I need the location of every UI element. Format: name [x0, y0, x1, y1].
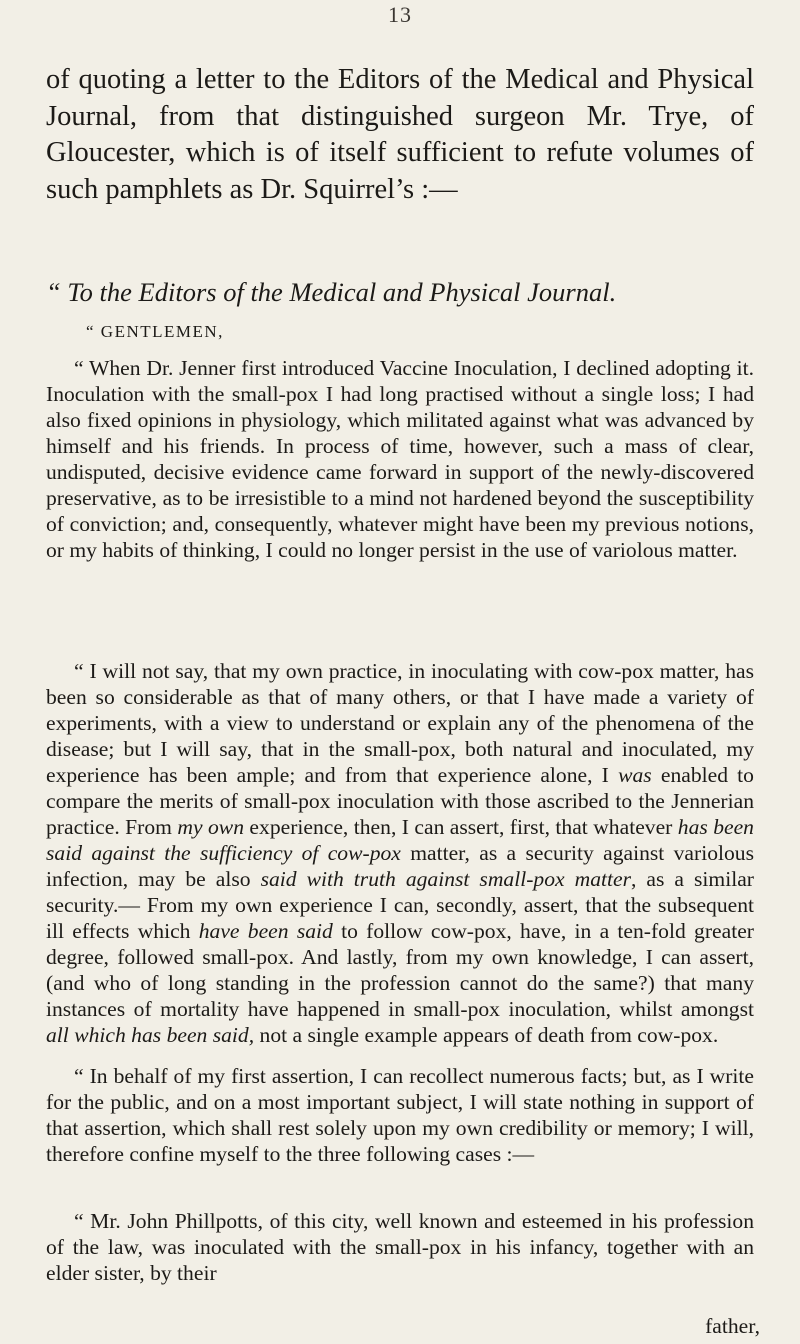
italic-run: was — [618, 763, 652, 787]
letter-paragraph-4: “ Mr. John Phillpotts, of this city, well known and esteemed in his profession of the law, was inoculated with the small-pox in his infancy, together with an elder sister, by their — [46, 1209, 754, 1285]
letter-salutation: “ GENTLEMEN, — [86, 322, 224, 341]
letter-paragraph-2 — [46, 658, 754, 1048]
letter-heading: “ To the Editors of the Medical and Physical Journal. — [46, 277, 617, 307]
page-number: 13 — [388, 2, 412, 27]
text-run: “ I will not say, that my own practice, in inoculating with cow-pox matter, has been so considerable as that of many others, or that I have made a variety of experiments, with a view to understand or explain any of the phenomena of the disease; but I will say, that in the small-pox, both natural and inoculated, my experience has been ample; and from that experience alone, I — [46, 659, 754, 787]
text-run: experience, then, I can assert, first, that whatever — [244, 815, 678, 839]
italic-run: all which has been said, — [46, 1023, 255, 1047]
text-run: to follow cow-pox, have, in a ten-fold greater degree, followed small-pox. And lastly, from my own knowledge, I can assert, (and who of long standing in the profession cannot do the same?) that many instances of mortality have happened in small-pox inoculation, whilst amongst — [46, 919, 754, 1021]
text-run: enabled to compare the merits of small-pox inoculation with those ascribed to the Jennerian practice. From — [46, 763, 754, 839]
intro-paragraph: of quoting a letter to the Editors of the Medical and Physical Journal, from that distinguished surgeon Mr. Trye, of Gloucester, which is of itself sufficient to refute volumes of such pamphlets as Dr. Squirrel’s :— — [46, 64, 754, 205]
italic-run: said with truth against small-pox matter — [260, 867, 631, 891]
italic-run: have been said — [198, 919, 333, 943]
italic-run: my own — [177, 815, 244, 839]
letter-paragraph-3: “ In behalf of my first assertion, I can recollect numerous facts; but, as I write for the public, and on a most important subject, I will state nothing in support of that assertion, which shall rest solely upon my own credibility or memory; I will, therefore confine myself to the three following cases :— — [46, 1064, 754, 1166]
catchword: father, — [705, 1314, 760, 1338]
text-run: matter, as a security against variolous infection, may be also — [46, 841, 754, 891]
italic-run: has been said against the sufficiency of cow-pox — [46, 815, 754, 865]
letter-paragraph-1: “ When Dr. Jenner first introduced Vaccine Inoculation, I declined adopting it. Inoculation with the small-pox I had long practised without a single loss; I had also fixed opinions in physiology, which militated against what was advanced by himself and his friends. In process of time, however, such a mass of clear, undisputed, decisive evidence came forward in support of the newly-discovered preservative, as to be irresistible to a mind not hardened beyond the susceptibility of conviction; and, consequently, whatever might have been my previous notions, or my habits of thinking, I could no longer persist in the use of variolous matter. — [46, 356, 754, 562]
text-run: , as a similar security.— From my own experience I can, secondly, assert, that the subsequent ill effects which — [46, 867, 754, 943]
text-run: not a single example appears of death from cow-pox. — [254, 1023, 719, 1047]
